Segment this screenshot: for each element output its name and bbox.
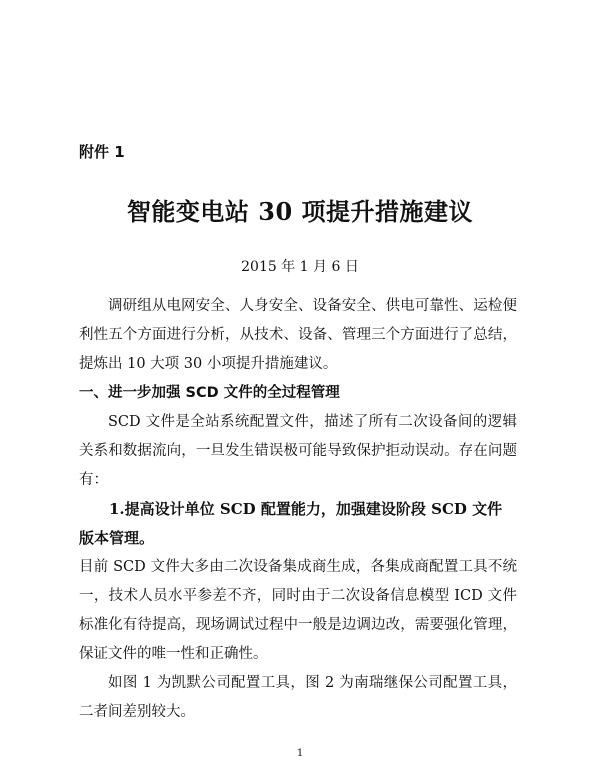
figure-reference-paragraph: 如图 1 为凯默公司配置工具，图 2 为南瑞继保公司配置工具，二者间差别较大。 [79,675,517,720]
attachment-label: 附件 1 [79,143,125,161]
document-date: 2015 年 1 月 6 日 [241,259,359,275]
section-1-heading: 一、进一步加强 SCD 文件的全过程管理 [79,385,340,401]
item-1-paragraph: 目前 SCD 文件大多由二次设备集成商生成，各集成商配置工具不统一，技术人员水平参差不齐，同时由于二次设备信息模型 ICD 文件标准化有待提高，现场调试过程中一般是边调边改，需要强化管理，保证文件的唯一性和正确性。 [79,559,517,662]
item-1-heading: 1.提高设计单位 SCD 配置能力，加强建设阶段 SCD 文件版本管理。 [79,500,503,547]
intro-paragraph: 调研组从电网安全、人身安全、设备安全、供电可靠性、运检便利性五个方面进行分析，从技术、设备、管理三个方面进行了总结，提炼出 10 大项 30 小项提升措施建议。 [79,298,517,372]
section-1-paragraph: SCD 文件是全站系统配置文件，描述了所有二次设备间的逻辑关系和数据流向，一旦发生错误极可能导致保护拒动误动。存在问题有： [79,414,517,488]
document-title: 智能变电站 30 项提升措施建议 [126,197,474,226]
document-body [79,292,517,727]
page-number: 1 [296,748,304,759]
